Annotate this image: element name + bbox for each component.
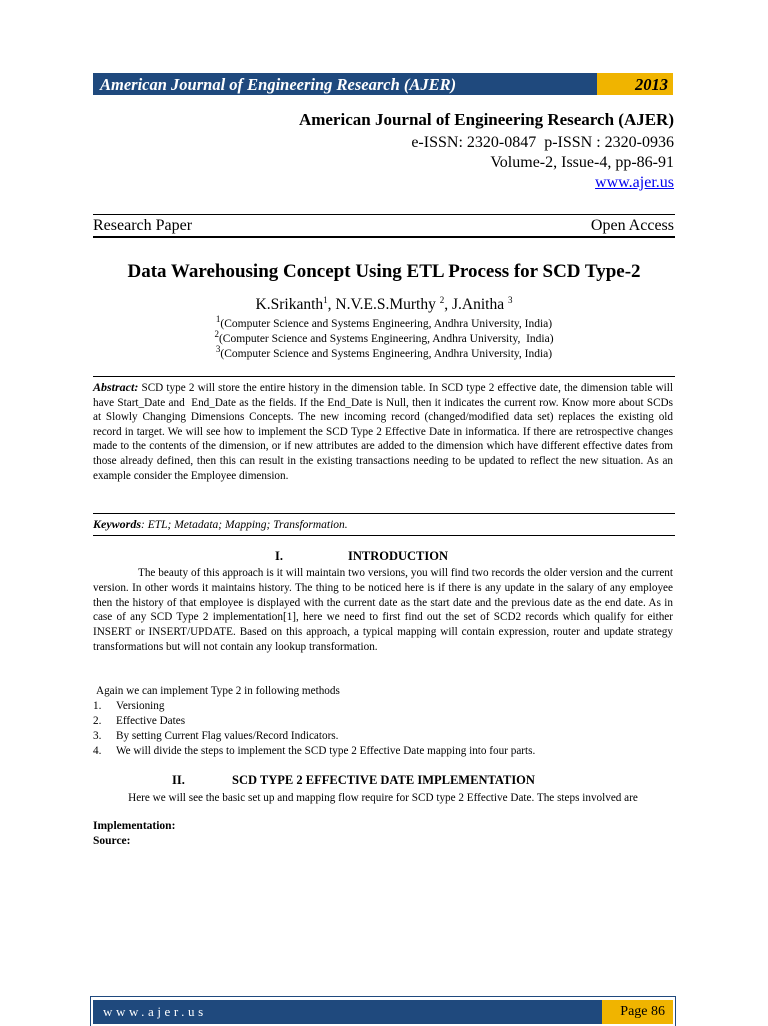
methods-intro: Again we can implement Type 2 in following methods — [96, 685, 340, 697]
affiliation: $^2$(Computer Science and Systems Engineering, Andhra University, India) — [214, 329, 554, 345]
footer-website-link[interactable]: www.ajer.us — [103, 1004, 207, 1019]
bottom-rule — [93, 236, 675, 238]
paper-title: Data Warehousing Concept Using ETL Process for SCD Type-2 — [127, 261, 641, 282]
abstract — [93, 380, 676, 483]
list-item: 1. Versioning — [93, 700, 165, 712]
header-journal-title: American Journal of Engineering Research (AJER) — [100, 75, 457, 94]
list-item: 2. Effective Dates — [93, 715, 186, 727]
author: J.Anitha $^3$ — [451, 294, 513, 313]
open-access-label: Open Access — [590, 217, 674, 234]
paper-type: Research Paper — [93, 217, 193, 234]
keywords: Keywords: ETL; Metadata; Mapping; Transformation. — [93, 517, 348, 531]
masthead-volume: Volume-2, Issue-4, pp-86-91 — [490, 154, 674, 171]
header-year: 2013 — [635, 75, 668, 94]
implementation-label: Implementation: — [93, 820, 176, 832]
section-heading-scd-type2 — [93, 773, 675, 789]
list-item: 3. By setting Current Flag values/Record Indicators. — [93, 730, 339, 742]
section-title: SCD TYPE 2 EFFECTIVE DATE IMPLEMENTATION — [232, 773, 535, 787]
keywords-top-rule — [93, 513, 675, 514]
author-list — [93, 296, 675, 314]
abstract-text: SCD type 2 will store the entire history in the dimension table. In SCD type 2 effective date, the dimension table will have Start_Date and End_Date as the fields. If the End_Date is Null, then it indicates the current row. Know more about SCDs at Slowly Changing Dimensions Concepts. The new incoming record (changed/modified data set) replaces the existing old record in target. We will see how to implement the SCD Type 2 Effective Date in informatica. If there are retrospective changes made to the contents of the dimension, or if new attributes are added to the dimension which have different effective dates from those already defined, then this can result in the existing transactions needing to be updated to reflect the new situation. As an example consider the Employee dimension. — [93, 382, 676, 482]
list-item: 4. We will divide the steps to implement the SCD type 2 Effective Date mapping into four parts. — [93, 745, 536, 757]
source-label: Source: — [93, 835, 131, 847]
top-rule — [93, 214, 675, 215]
section-title: INTRODUCTION — [348, 549, 449, 563]
section-number: I. — [275, 549, 283, 563]
section-number: II. — [172, 773, 185, 787]
methods-list — [93, 699, 535, 759]
masthead-journal: American Journal of Engineering Research (AJER) — [298, 110, 674, 129]
section-heading-introduction — [93, 549, 675, 565]
abstract-top-rule — [93, 376, 675, 377]
author: K.Srikanth$^1$, — [255, 294, 336, 313]
introduction-paragraph: The beauty of this approach is it will maintain two versions, you will find two records the older version and the current version. In other words it maintains history. The thing to be noticed here is if there is any update in the salary of any employee then the history of that employee is displayed with the current date as the start date and the previous date as the end date. As in case of any SCD Type 2 implementation[1], here we need to first find out the set of SCD2 records which qualify for either INSERT or INSERT/UPDATE. Based on this approach, a typical mapping will contain expression, router and update strategy transformations but will not contain any lookup transformation. — [93, 567, 673, 653]
page-number: Page 86 — [620, 1004, 665, 1019]
masthead-website-link[interactable]: www.ajer.us — [595, 174, 674, 191]
affiliation: $^3$(Computer Science and Systems Engineering, Andhra University, India) — [215, 344, 553, 360]
masthead-issn: e-ISSN: 2320-0847 p-ISSN : 2320-0936 — [411, 134, 674, 151]
keywords-bottom-rule — [93, 535, 675, 536]
author: N.V.E.S.Murthy $^2$, — [335, 294, 452, 313]
abstract-label: Abstract: — [93, 380, 139, 394]
affiliation: $^1$(Computer Science and Systems Engineering, Andhra University, India) — [215, 314, 553, 330]
section2-paragraph: Here we will see the basic set up and mapping flow require for SCD type 2 Effective Date. The steps involved are — [128, 792, 638, 804]
